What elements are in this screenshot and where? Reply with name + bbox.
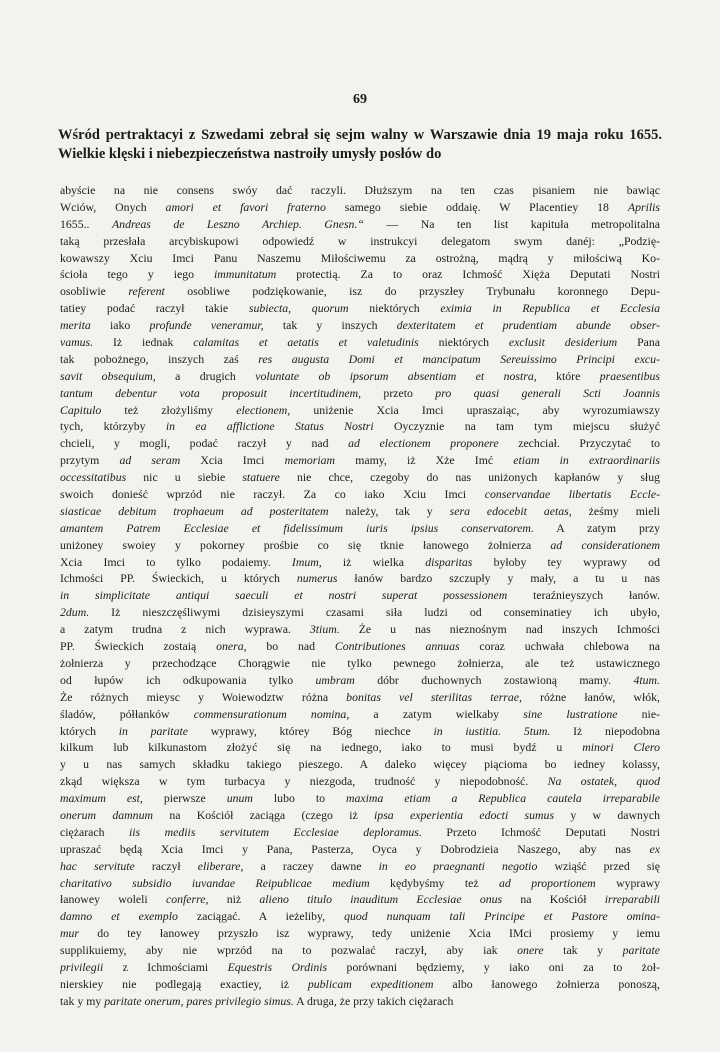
- text-run: a raczey dawne: [243, 858, 379, 873]
- italic-run: profunde veneramur,: [149, 318, 264, 333]
- italic-run: umbram: [315, 672, 355, 687]
- text-run: Oyczyznie na tam tym miejscu służyć: [373, 419, 660, 434]
- text-run: których: [60, 723, 119, 738]
- italic-run: ad considerationem: [550, 537, 660, 552]
- text-run: do tey łanowey przyszło isz wyprawy, tedy uniżenie Xcia IMci prosiemy y iemu: [79, 926, 660, 941]
- italic-run: ad seram: [119, 453, 181, 468]
- italic-run: alieno titulo inauditum Ecclesiae onus: [259, 892, 503, 907]
- italic-run: damno et exemplo: [60, 909, 178, 924]
- text-run: tak y: [543, 943, 623, 958]
- italic-run: amantem Patrem Ecclesiae et fidelissimum iuris ipsius conservatorem.: [60, 520, 534, 535]
- italic-run: Aprilis: [627, 199, 660, 214]
- italic-run: Equestris Ordinis: [227, 959, 328, 974]
- text-run: tych, którzyby: [60, 419, 166, 434]
- italic-run: in simplicitate antiqui saeculi et nostri superat possessionem: [60, 588, 508, 603]
- text-run: A druga, że przy takich ciężarach: [293, 993, 454, 1008]
- text-line: [60, 942, 660, 959]
- italic-run: quod nunquam tali Principe et Pastore omina-: [344, 909, 660, 924]
- text-run: Że u nas nieznośnym nad inszych Ichmości: [339, 622, 660, 637]
- text-run: nierskiey nie podlegają exactiey, iż: [60, 976, 308, 991]
- text-run: Xcia Imci to tylko podaiemy.: [60, 554, 292, 569]
- text-run: łanów bardzo szczupły y mały, a tu u nas: [337, 571, 660, 586]
- italic-run: in paritate: [118, 723, 188, 738]
- text-line: [60, 587, 660, 604]
- italic-run: publicam expeditionem: [307, 976, 434, 991]
- body-text: [60, 182, 660, 1010]
- text-run: Xcia Imci: [180, 453, 285, 468]
- italic-run: siasticae debitum trophaeum ad posteritatem: [60, 503, 329, 518]
- italic-run: eliberare,: [197, 858, 244, 873]
- italic-run: in iustitia.: [433, 723, 502, 738]
- text-run: 1655..: [60, 216, 112, 231]
- text-run: osobliwie: [60, 284, 129, 299]
- text-run: Iż niepodobna: [550, 723, 660, 738]
- text-run: niż: [208, 892, 260, 907]
- text-run: Iż nieszczęśliwymi dzisieyszymi czasami siła ludzi od conseminatiey ich ubyło,: [89, 605, 660, 620]
- text-run: też złożyliśmy: [101, 402, 237, 417]
- text-line: [60, 739, 660, 756]
- text-line: [60, 537, 660, 554]
- italic-run: minori Clero: [582, 740, 660, 755]
- text-run: tak y my: [60, 993, 105, 1008]
- text-run: żeśmy mieli: [571, 503, 660, 518]
- text-run: Że różnych mieysc y Woiewodztw różna: [60, 689, 347, 704]
- text-line: [60, 182, 660, 199]
- text-run: a zatym wielkaby: [349, 706, 524, 721]
- italic-run: exclusit desiderium: [508, 335, 618, 350]
- italic-run: eximia in Republica et Ecclesia: [440, 301, 660, 316]
- text-run: niektórych: [348, 301, 441, 316]
- italic-run: maxima etiam a Republica cautela irreparabile: [345, 791, 660, 806]
- text-run: a zatym trudna z nich wyprawa.: [60, 622, 310, 637]
- text-line: [60, 317, 660, 334]
- text-run: Ichmości PP. Świeckich, u których: [60, 571, 297, 586]
- text-run: — Na ten list kapituła metropolitalna: [363, 216, 660, 231]
- italic-run: Andreas de Leszno Archiep. Gnesn.“: [111, 216, 364, 231]
- text-run: które: [536, 368, 600, 383]
- text-run: kowawszy Xciu Imci Panu Naszemu Miłościwemu za ostrożną, mądrą y miłościwą Ko-: [60, 250, 660, 265]
- italic-run: calamitas et aetatis et valetudinis: [193, 335, 419, 350]
- italic-run: statuere: [242, 470, 280, 485]
- text-line: [60, 858, 660, 875]
- text-line: [60, 283, 660, 300]
- text-run: lubo to: [252, 791, 346, 806]
- text-line: [60, 621, 660, 638]
- text-run: przytym: [60, 453, 120, 468]
- text-run: na Kościół: [502, 892, 605, 907]
- text-line: [60, 385, 660, 402]
- text-line: [60, 520, 660, 537]
- text-line: [60, 199, 660, 216]
- text-line: [60, 452, 660, 469]
- italic-run: disparitas: [425, 554, 473, 569]
- text-line: [60, 418, 660, 435]
- italic-run: occessitatibus: [60, 470, 127, 485]
- text-line: [60, 655, 660, 672]
- text-run: PP. Świeckich zostaią: [60, 639, 217, 654]
- text-line: [60, 351, 660, 368]
- text-run: zechciał. Przyczytać to: [498, 436, 660, 451]
- text-run: wyprawy, którey Bóg niechce: [188, 723, 434, 738]
- text-line: [60, 486, 660, 503]
- italic-run: numerus: [296, 571, 338, 586]
- italic-run: 4tum.: [633, 672, 660, 687]
- italic-run: ipsa experientia edocti sumus: [374, 807, 555, 822]
- text-line: [60, 402, 660, 419]
- text-run: abyście na nie consens swóy dać raczyli. Dłuższym na ten czas pisaniem nie bawiąc: [60, 183, 660, 197]
- text-run: taką przesłała arcybiskupowi odpowiedź w instrukcyi delegatom swym danéj: „Podzię-: [60, 233, 660, 248]
- text-line: [60, 790, 660, 807]
- text-line: [60, 723, 660, 740]
- text-run: dóbr duchownych zostawioną mamy.: [354, 672, 634, 687]
- text-line: [60, 435, 660, 452]
- italic-run: Capitulo: [60, 402, 102, 417]
- text-run: [501, 724, 524, 738]
- italic-run: praesentibus: [599, 368, 660, 383]
- italic-run: 5tum.: [523, 723, 551, 738]
- text-run: iako: [90, 318, 150, 333]
- text-run: bo nad: [246, 639, 335, 654]
- italic-run: conferre,: [165, 892, 209, 907]
- italic-run: Contributiones annuas: [334, 639, 460, 654]
- text-run: na Kościół zaciąga (czego iż: [153, 807, 375, 822]
- text-line: [60, 250, 660, 267]
- text-line: [60, 554, 660, 571]
- italic-run: bonitas vel sterilitas terrae,: [346, 689, 522, 704]
- text-run: zaciągać. A ieżeliby,: [177, 909, 345, 924]
- italic-run: immunitatum: [214, 267, 277, 282]
- italic-run: voluntate ob ipsorum absentiam et nostra,: [255, 368, 537, 383]
- italic-run: ex: [649, 841, 660, 856]
- text-run: różne łanów, włók,: [521, 689, 660, 704]
- text-line: [60, 638, 660, 655]
- text-run: tak pobożnego, inszych zaś: [60, 351, 259, 366]
- italic-run: in eo praegnanti negotio: [378, 858, 538, 873]
- italic-run: onere: [517, 943, 544, 958]
- italic-run: charitativo subsidio iuvandae Reipublicae medium: [60, 875, 370, 890]
- italic-run: sera edocebit aetas,: [449, 503, 572, 518]
- text-line: [60, 604, 660, 621]
- italic-run: commensurationum nomina,: [193, 706, 350, 721]
- italic-run: 2dum.: [60, 605, 90, 620]
- text-line: [60, 925, 660, 942]
- text-run: supplikuiemy, aby nie wprzód na to pozwalać raczył, aby iak: [60, 943, 518, 958]
- text-run: z Ichmościami: [103, 959, 228, 974]
- text-line: [60, 300, 660, 317]
- text-line: [60, 503, 660, 520]
- text-run: nic u siebie: [126, 470, 243, 485]
- text-run: y u nas samych składku takiego pieszego. A daleko więcey piącioma bo iedney kolassy,: [60, 757, 660, 772]
- italic-run: vamus.: [60, 335, 94, 350]
- page-number: 69: [353, 92, 367, 107]
- text-run: należy, tak y: [328, 503, 450, 518]
- text-line: [60, 689, 660, 706]
- italic-run: 3tium.: [309, 622, 340, 637]
- text-line: [60, 908, 660, 925]
- italic-run: onerum damnum: [60, 807, 153, 822]
- text-run: samego siebie oddaię. W Placentiey 18: [325, 199, 628, 214]
- italic-run: pro quasi generali Scti Joannis: [435, 385, 660, 400]
- italic-run: paritate onerum, pares privilegio simus.: [104, 993, 294, 1008]
- text-run: żołnierza y przechodzące Chorągwie nie tylko pewnego żołnierza, ale też ustawicznego: [60, 655, 660, 670]
- text-line: [60, 773, 660, 790]
- text-run: y w dawnych: [554, 807, 660, 822]
- section-heading: Wśród pertraktacyi z Szwedami zebrał się sejm walny w Warszawie dnia 19 maja roku 1655. Wielkie klęski i niebezpieczeństwa nastroiły umysły posłów do: [58, 127, 662, 162]
- text-line: [60, 875, 660, 892]
- text-run: uniżenie Xcia Imci upraszaiąc, aby wyrozumiawszy: [290, 402, 660, 417]
- italic-run: unum: [226, 791, 253, 806]
- italic-run: conservandae libertatis Eccle-: [484, 487, 660, 502]
- italic-run: etiam in extraordinariis: [513, 453, 660, 468]
- text-line: [60, 824, 660, 841]
- italic-run: maximum est,: [60, 791, 143, 806]
- italic-run: in ea afflictione Status Nostri: [165, 419, 374, 434]
- italic-run: paritate: [622, 943, 660, 958]
- text-run: ciężarach: [60, 824, 129, 839]
- text-run: upraszać będą Xcia Imci y Pana, Pasterza, Oyca y Dobrodzieia Naszego, aby nas: [60, 841, 650, 856]
- text-run: kilkum lub kilkunastom złożyć się na iednego, iako to musi bydź u: [60, 740, 583, 755]
- italic-run: ad proportionem: [499, 875, 596, 890]
- italic-run: iis mediis servitutem Ecclesiae deploramus.: [129, 824, 422, 839]
- text-run: Iż iednak: [93, 335, 194, 350]
- text-run: Pana: [617, 335, 660, 350]
- text-run: wyprawy: [595, 875, 660, 890]
- text-run: nie chce, czegoby do nas uniżonych kapłanów y sług: [279, 470, 660, 485]
- italic-run: mur: [60, 926, 80, 941]
- text-run: A zatym przy: [533, 520, 660, 535]
- italic-run: tantum debentur vota proposuit incertitudinem,: [60, 385, 362, 400]
- text-run: swoich donieść wprzód nie raczył. Za co iako Xciu Imci: [60, 487, 485, 502]
- text-run: śladów, półłanków: [60, 706, 194, 721]
- text-run: łanowey woleli: [60, 892, 166, 907]
- text-run: kędybyśmy też: [369, 875, 500, 890]
- text-run: chcieli, y mogli, podać raczył y nad: [60, 436, 349, 451]
- text-line: [60, 807, 660, 824]
- italic-run: savit obsequium,: [60, 368, 156, 383]
- text-run: iż wielka: [321, 554, 426, 569]
- text-line: [60, 993, 660, 1010]
- text-run: osobliwe podziękowanie, isz do przyszłey Trybunału koronnego Depu-: [164, 284, 660, 299]
- text-run: Przeto Ichmość Deputati Nostri: [421, 824, 660, 839]
- text-run: protectią. Za to oraz Ichmość Xięża Deputati Nostri: [276, 267, 660, 282]
- text-line: [60, 706, 660, 723]
- text-run: albo łanowego żołnierza ponoszą,: [433, 976, 660, 991]
- italic-run: Na ostatek, quod: [547, 774, 660, 789]
- text-run: ścioła tego y iego: [60, 267, 215, 282]
- text-run: wziąść przed się: [537, 858, 660, 873]
- italic-run: amori et favori fraterno: [165, 199, 326, 214]
- text-line: [60, 570, 660, 587]
- text-run: tatiey podać raczył takie: [60, 301, 249, 316]
- text-run: tak y inszych: [263, 318, 397, 333]
- italic-run: memoriam: [284, 453, 336, 468]
- italic-run: referent: [128, 284, 165, 299]
- italic-run: dexteritatem et prudentiam abunde obser-: [396, 318, 660, 333]
- italic-run: privilegii: [60, 959, 104, 974]
- text-line: [60, 368, 660, 385]
- text-line: [60, 891, 660, 908]
- text-line: [60, 976, 660, 993]
- text-line: [60, 334, 660, 351]
- text-run: byłoby tey wyprawy od: [472, 554, 660, 569]
- italic-run: electionem,: [236, 402, 291, 417]
- italic-run: irreparabili: [604, 892, 660, 907]
- text-line: [60, 216, 660, 233]
- text-run: pierwsze: [142, 791, 227, 806]
- text-line: [60, 756, 660, 773]
- text-run: Wciów, Onych: [60, 199, 166, 214]
- text-run: raczył: [134, 858, 198, 873]
- italic-run: hac servitute: [60, 858, 135, 873]
- text-run: od łupów ich odkupowania tylko: [60, 672, 316, 687]
- italic-run: sine lustratione: [523, 706, 618, 721]
- italic-run: ad electionem proponere: [348, 436, 499, 451]
- text-run: teraźnieyszych łanów.: [507, 588, 660, 603]
- italic-run: res augusta Domi et mancipatum Sereuissimo Principi excu-: [258, 351, 660, 366]
- text-line: [60, 841, 660, 858]
- text-run: niektórych: [418, 335, 509, 350]
- italic-run: merita: [60, 318, 91, 333]
- text-run: porównani będziemy, y iako oni za to żoł-: [327, 959, 660, 974]
- text-run: a drugich: [155, 368, 256, 383]
- italic-run: Imum,: [291, 554, 322, 569]
- text-run: uniżoney swoiey y pokorney prośbie co się tknie łanowego żołnierza: [60, 537, 551, 552]
- text-line: [60, 469, 660, 486]
- italic-run: subiecta, quorum: [248, 301, 349, 316]
- text-line: [60, 672, 660, 689]
- text-run: nie-: [617, 706, 660, 721]
- text-line: [60, 233, 660, 250]
- text-line: [60, 266, 660, 283]
- text-run: zkąd większa w tym turbacya y niezgoda, trudność y niepodobność.: [60, 774, 548, 789]
- italic-run: onera,: [216, 639, 247, 654]
- text-run: mamy, iż Xże Imć: [335, 453, 514, 468]
- text-line: [60, 959, 660, 976]
- text-run: przeto: [361, 385, 436, 400]
- text-run: coraz uchwała chlebowa na: [459, 639, 660, 654]
